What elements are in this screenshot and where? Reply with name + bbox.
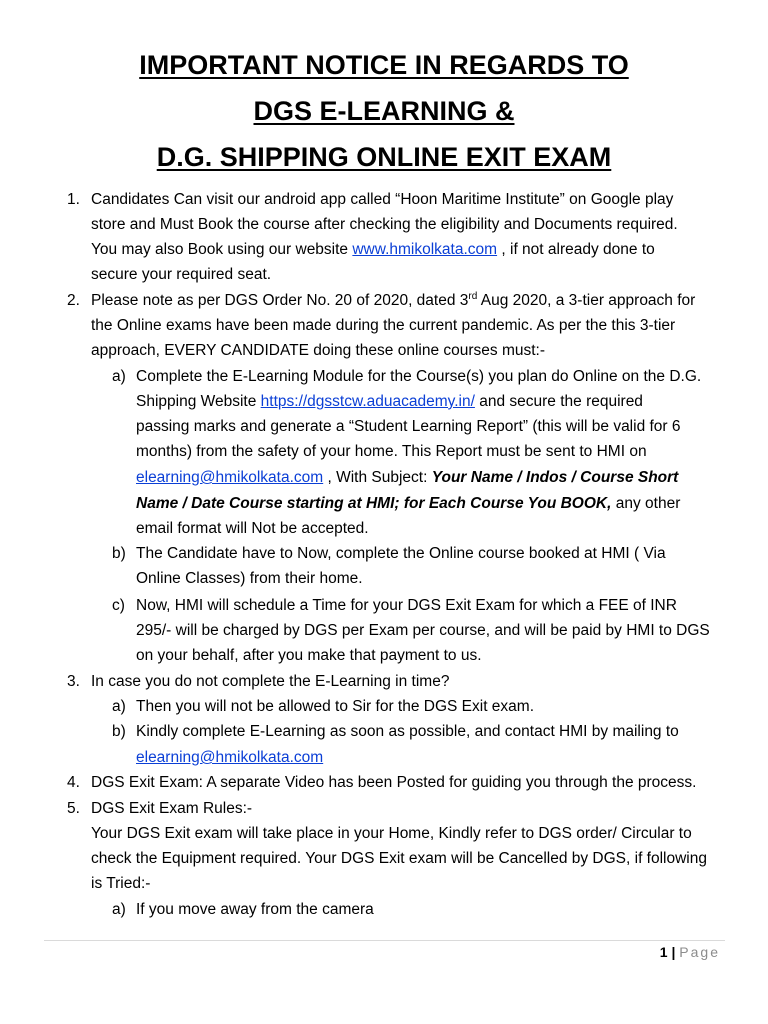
page-number: 1 (659, 944, 668, 960)
item-1-line-3-post: , if not already done to (497, 241, 655, 258)
item-2b-label: b) (112, 545, 126, 562)
item-2-line-1 (91, 291, 695, 311)
item-1-line-1: Candidates Can visit our android app called “Hoon Maritime Institute” on Google play (91, 191, 674, 208)
item-3a-line-1: Then you will not be allowed to Sir for the DGS Exit exam. (136, 698, 535, 715)
elearning-email-link[interactable]: elearning@hmikolkata.com (136, 469, 324, 486)
page-separator: | (671, 944, 676, 960)
item-2a-line-2 (136, 392, 643, 412)
item-2a-line-4: months) from the safety of your home. This Report must be sent to HMI on (136, 443, 647, 460)
item-5a-label: a) (112, 901, 126, 918)
item-1-line-3-pre: You may also Book using our website (91, 241, 353, 258)
item-2-line-1-pre: Please note as per DGS Order No. 20 of 2020, dated 3 (91, 292, 469, 309)
title-line-3: D.G. SHIPPING ONLINE EXIT EXAM (156, 142, 612, 172)
dgs-website-link[interactable]: https://dgsstcw.aduacademy.in/ (260, 393, 475, 410)
item-5-line-4: is Tried:- (91, 875, 151, 892)
item-2a-line-5-bold: Your Name / Indos / Course Short (431, 469, 679, 486)
item-2a-line-6-bold: Name / Date Course starting at HMI; for Each Course You BOOK, (136, 495, 612, 512)
item-2b-line-1: The Candidate have to Now, complete the Online course booked at HMI ( Via (136, 545, 666, 562)
page-label: Page (679, 944, 720, 960)
item-2-line-1-post: Aug 2020, a 3-tier approach for (477, 292, 696, 309)
item-2a-line-2-post: and secure the required (474, 393, 643, 410)
item-2a-line-5-mid: , With Subject: (323, 469, 432, 486)
item-2-number: 2. (67, 292, 80, 309)
item-5a-line-1: If you move away from the camera (136, 901, 374, 918)
item-3a-label: a) (112, 698, 126, 715)
item-2a-line-7: email format will Not be accepted. (136, 520, 369, 537)
item-2c-line-3: on your behalf, after you make that payment to us. (136, 647, 482, 664)
item-2a-label: a) (112, 368, 126, 385)
page-footer (660, 944, 720, 960)
item-5-line-1: DGS Exit Exam Rules:- (91, 800, 253, 817)
item-1-line-2: store and Must Book the course after checking the eligibility and Documents required. (91, 216, 678, 233)
item-2-line-3: approach, EVERY CANDIDATE doing these online courses must:- (91, 342, 546, 359)
item-3-number: 3. (67, 673, 80, 690)
elearning-email-link-2[interactable]: elearning@hmikolkata.com (136, 749, 324, 766)
item-3b-line-1: Kindly complete E-Learning as soon as possible, and contact HMI by mailing to (136, 723, 679, 740)
title-line-2: DGS E-LEARNING & (253, 96, 515, 126)
item-3-line-1: In case you do not complete the E-Learning in time? (91, 673, 450, 690)
title-line-1: IMPORTANT NOTICE IN REGARDS TO (139, 50, 629, 80)
footer-divider (44, 940, 725, 941)
item-1-line-3 (91, 240, 655, 260)
item-2a-line-2-pre: Shipping Website (136, 393, 261, 410)
item-5-number: 5. (67, 800, 80, 817)
website-link[interactable]: www.hmikolkata.com (352, 241, 498, 258)
item-2b-line-2: Online Classes) from their home. (136, 570, 363, 587)
item-5-line-3: check the Equipment required. Your DGS Exit exam will be Cancelled by DGS, if following (91, 850, 707, 867)
item-3b-line-2 (136, 748, 323, 768)
item-3b-label: b) (112, 723, 126, 740)
item-2a-line-5 (136, 468, 678, 488)
item-2a-line-1: Complete the E-Learning Module for the Course(s) you plan do Online on the D.G. (136, 368, 702, 385)
item-1-line-4: secure your required seat. (91, 266, 272, 283)
item-1-number: 1. (67, 191, 80, 208)
item-2a-line-6-post: any other (611, 495, 681, 512)
item-2c-line-1: Now, HMI will schedule a Time for your DGS Exit Exam for which a FEE of INR (136, 597, 677, 614)
item-4-number: 4. (67, 774, 80, 791)
item-2a-line-3: passing marks and generate a “Student Learning Report” (this will be valid for 6 (136, 418, 681, 435)
item-2c-label: c) (112, 597, 125, 614)
item-5-line-2: Your DGS Exit exam will take place in your Home, Kindly refer to DGS order/ Circular to (91, 825, 692, 842)
item-2-line-2: the Online exams have been made during the current pandemic. As per the this 3-tier (91, 317, 676, 334)
item-4-line-1: DGS Exit Exam: A separate Video has been Posted for guiding you through the process. (91, 774, 697, 791)
item-2-line-1-sup: rd (468, 290, 478, 302)
item-2a-line-6 (136, 494, 680, 514)
item-2c-line-2: 295/- will be charged by DGS per Exam per course, and will be paid by HMI to DGS (136, 622, 710, 639)
